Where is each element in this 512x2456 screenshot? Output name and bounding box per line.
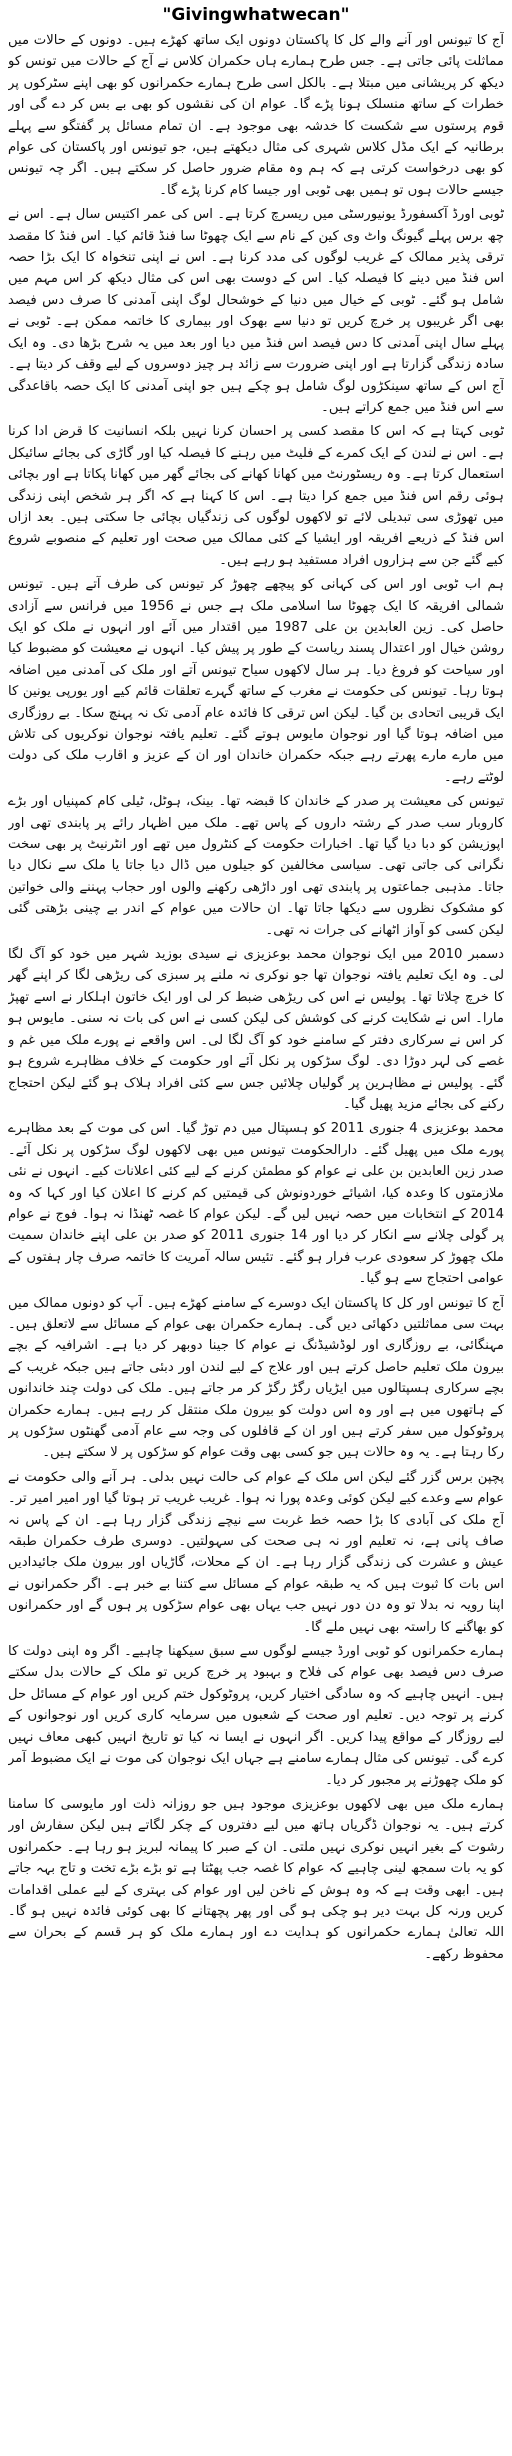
article-paragraph: محمد بوعزیزی 4 جنوری 2011 کو ہسپتال میں دم توڑ گیا۔ اس کی موت کے بعد مظاہرے پورے ملک میں پھیل گئے۔ دارالحکومت تیونس میں بھی لاکھوں لوگ سڑکوں پر نکل آئے۔ صدر زین العابدین بن علی نے عوام کو مطمئن کرنے کے لیے کئی اعلانات کیے۔ انہوں نے نئی ملازمتوں کا وعدہ کیا، اشیائے خوردونوش کی قیمتیں کم کرنے کا اعلان کیا اور کہا کہ وہ 2014 کے انتخابات میں حصہ نہیں لیں گے۔ لیکن عوام کا غصہ ٹھنڈا نہ ہوا۔ فوج نے عوام پر گولی چلانے سے انکار کر دیا اور 14 جنوری 2011 کو صدر بن علی اپنے خاندان سمیت ملک چھوڑ کر سعودی عرب فرار ہو گئے۔ تئیس سالہ آمریت کا خاتمہ صرف چار ہفتوں کے عوامی احتجاج سے ہو گیا۔ <box>8 1121 504 1287</box>
article-paragraph: آج کا تیونس اور آنے والے کل کا پاکستان دونوں ایک ساتھ کھڑے ہیں۔ دونوں کے حالات میں مماثلت پائی جاتی ہے۔ جس طرح ہمارے ہاں حکمران کلاس نے آج کے حالات میں تونس کو دیکھ کر پریشانی میں مبتلا ہے۔ بالکل اسی طرح ہمارے حکمرانوں کو بھی اپنے سٹرکوں پر خطرات کے ساتھ منسلک ہونا پڑے گا۔ عوام ان کی نقشوں کو بھی بے بس کر دے گی اور قوم پرستوں سے شکست کا خدشہ بھی موجود ہے۔ ان تمام مسائل پر گفتگو سے پہلے برطانیہ کے ایک مڈل کلاس شہری کی مثال دیکھتے ہیں، جو تیونس اور پاکستان کی عوام کو بھی درخواست کرتی ہے کہ ہم وہ مقام ضرور حاصل کر سکتے ہیں۔ اگر چہ تیونس جیسے حالات ہوں تو ہمیں بھی ٹوبی اور جیسا کام کرنا پڑے گا۔ <box>8 33 504 198</box>
article-paragraph: تیونس کی معیشت پر صدر کے خاندان کا قبضہ تھا۔ بینک، ہوٹل، ٹیلی کام کمپنیاں اور بڑے کاروبار سب صدر کے رشتہ داروں کے پاس تھے۔ ملک میں اظہار رائے پر پابندی تھی اور اپوزیشن کو دبا دیا گیا تھا۔ اخبارات حکومت کے کنٹرول میں تھے اور انٹرنیٹ پر بھی سخت نگرانی کی جاتی تھی۔ سیاسی مخالفین کو جیلوں میں ڈال دیا جاتا یا ملک سے نکال دیا جاتا۔ مذہبی جماعتوں پر پابندی تھی اور داڑھی رکھنے والوں اور حجاب پہننے والی خواتین کو مشکوک نظروں سے دیکھا جاتا تھا۔ ان حالات میں عوام کے اندر بے چینی بڑھتی گئی لیکن کسی کو آواز اٹھانے کی جرات نہ تھی۔ <box>8 794 504 938</box>
article-body <box>8 30 504 2452</box>
article-paragraph: ٹوبی اورڈ آکسفورڈ یونیورسٹی میں ریسرچ کرتا ہے۔ اس کی عمر اکتیس سال ہے۔ اس نے چھ برس پہلے گیونگ واٹ وی کین کے نام سے ایک چھوٹا سا فنڈ قائم کیا۔ اس فنڈ کا مقصد ترقی پذیر ممالک کے غریب لوگوں کی مدد کرنا ہے۔ اس نے اپنی تنخواہ کا ایک بڑا حصہ اس فنڈ میں دینے کا فیصلہ کیا۔ اس کے دوست بھی اس کی مثال دیکھ کر اس مہم میں شامل ہو گئے۔ ٹوبی کے خیال میں دنیا کے خوشحال لوگ اپنی آمدنی کا صرف دس فیصد بھی اگر غریبوں پر خرچ کریں تو دنیا سے بھوک اور بیماری کا خاتمہ ممکن ہے۔ ٹوبی نے پہلے سال اپنی آمدنی کا دس فیصد اس فنڈ میں دیا اور بعد میں یہ شرح بڑھا دی۔ وہ ایک سادہ زندگی گزارتا ہے اور اپنی ضرورت سے زائد ہر چیز دوسروں کے لیے وقف کر دیتا ہے۔ آج اس کے ساتھ سینکڑوں لوگ شامل ہو چکے ہیں جو اپنی آمدنی کا ایک حصہ باقاعدگی سے اس فنڈ میں جمع کراتے ہیں۔ <box>8 207 504 415</box>
article-paragraph: ٹوبی کہتا ہے کہ اس کا مقصد کسی پر احسان کرنا نہیں بلکہ انسانیت کا قرض ادا کرنا ہے۔ اس نے لندن کے ایک کمرے کے فلیٹ میں رہنے کا فیصلہ کیا اور گاڑی کی بجائے سائیکل استعمال کرتا ہے۔ وہ ریسٹورنٹ میں کھانا کھانے کی بجائے گھر میں کھانا پکاتا ہے اور بچائی ہوئی رقم اس فنڈ میں جمع کرا دیتا ہے۔ اس کا کہنا ہے کہ اگر ہر شخص اپنی زندگی میں تھوڑی سی تبدیلی لائے تو لاکھوں لوگوں کی زندگیاں بچائی جا سکتی ہیں۔ بعد ازاں اس فنڈ کے ذریعے افریقہ اور ایشیا کے کئی ممالک میں صحت اور تعلیم کے منصوبے شروع کیے گئے جن سے ہزاروں افراد مستفید ہو رہے ہیں۔ <box>8 424 504 568</box>
article-paragraph: دسمبر 2010 میں ایک نوجوان محمد بوعزیزی نے سیدی بوزید شہر میں خود کو آگ لگا لی۔ وہ ایک تعلیم یافتہ نوجوان تھا جو نوکری نہ ملنے پر سبزی کی ریڑھی لگا کر اپنے گھر کا خرچ چلاتا تھا۔ پولیس نے اس کی ریڑھی ضبط کر لی اور ایک خاتون اہلکار نے اسے تھپڑ مارا۔ اس نے شکایت کرنے کی کوشش کی لیکن کسی نے اس کی بات نہ سنی۔ مایوس ہو کر اس نے سرکاری دفتر کے سامنے خود کو آگ لگا لی۔ اس واقعے نے پورے ملک میں غم و غصے کی لہر دوڑا دی۔ لوگ سڑکوں پر نکل آئے اور حکومت کے خلاف مظاہرے شروع ہو گئے۔ پولیس نے مظاہرین پر گولیاں چلائیں جس سے کئی افراد ہلاک ہو گئے لیکن احتجاج رکنے کی بجائے مزید پھیل گیا۔ <box>8 947 504 1112</box>
page-title: "Givingwhatwecan" <box>162 5 350 25</box>
article-paragraph: ہم اب ٹوبی اور اس کی کہانی کو پیچھے چھوڑ کر تیونس کی طرف آتے ہیں۔ تیونس شمالی افریقہ کا ایک چھوٹا سا اسلامی ملک ہے جس نے 1956 میں فرانس سے آزادی حاصل کی۔ زین العابدین بن علی 1987 میں اقتدار میں آئے اور انہوں نے ملک کو ایک روشن خیال اور اعتدال پسند ریاست کے طور پر پیش کیا۔ انہوں نے معیشت کو مضبوط کیا اور سیاحت کو فروغ دیا۔ ہر سال لاکھوں سیاح تیونس آتے اور ملک کی آمدنی میں اضافہ ہوتا رہا۔ تیونس کی حکومت نے مغرب کے ساتھ گہرے تعلقات قائم کیے اور یورپی یونین کا ایک قریبی اتحادی بن گیا۔ لیکن اس ترقی کا فائدہ عام آدمی تک نہ پہنچ سکا۔ بے روزگاری میں اضافہ ہوتا گیا اور نوجوان مایوس ہوتے گئے۔ تعلیم یافتہ نوجوان نوکریوں کی تلاش میں مارے مارے پھرتے رہے جبکہ حکمران خاندان اور ان کے عزیز و اقارب ملک کی دولت لوٹتے رہے۔ <box>8 577 504 785</box>
article-paragraph: پچپن برس گزر گئے لیکن اس ملک کے عوام کی حالت نہیں بدلی۔ ہر آنے والی حکومت نے عوام سے وعدے کیے لیکن کوئی وعدہ پورا نہ ہوا۔ غریب غریب تر ہوتا گیا اور امیر امیر تر۔ آج ملک کی آبادی کا بڑا حصہ خط غربت سے نیچے زندگی گزار رہا ہے۔ ان کے پاس نہ صاف پانی ہے، نہ تعلیم اور نہ ہی صحت کی سہولتیں۔ دوسری طرف حکمران طبقہ عیش و عشرت کی زندگی گزار رہا ہے۔ ان کے محلات، گاڑیاں اور بیرون ملک جائیدادیں اس بات کا ثبوت ہیں کہ یہ طبقہ عوام کے مسائل سے کتنا بے خبر ہے۔ اگر حکمرانوں نے اپنا رویہ نہ بدلا تو وہ دن دور نہیں جب یہاں بھی عوام سڑکوں پر ہوں گے اور حکمرانوں کو بھاگنے کا راستہ بھی نہیں ملے گا۔ <box>8 1469 504 1635</box>
article-paragraph: ہمارے حکمرانوں کو ٹوبی اورڈ جیسے لوگوں سے سبق سیکھنا چاہیے۔ اگر وہ اپنی دولت کا صرف دس فیصد بھی عوام کی فلاح و بہبود پر خرچ کریں تو ملک کے حالات بدل سکتے ہیں۔ انہیں چاہیے کہ وہ سادگی اختیار کریں، پروٹوکول ختم کریں اور عوام کے مسائل حل کرنے پر توجہ دیں۔ تعلیم اور صحت کے شعبوں میں سرمایہ کاری کریں اور نوجوانوں کے لیے روزگار کے مواقع پیدا کریں۔ اگر انہوں نے ایسا نہ کیا تو تاریخ انہیں کبھی معاف نہیں کرے گی۔ تیونس کی مثال ہمارے سامنے ہے جہاں ایک نوجوان کی موت نے ایک مضبوط آمر کو ملک چھوڑنے پر مجبور کر دیا۔ <box>8 1644 504 1788</box>
article-paragraph: آج کا تیونس اور کل کا پاکستان ایک دوسرے کے سامنے کھڑے ہیں۔ آپ کو دونوں ممالک میں بہت سی مماثلتیں دکھائی دیں گی۔ ہمارے حکمران بھی عوام کے مسائل سے لاتعلق ہیں۔ مہنگائی، بے روزگاری اور لوڈشیڈنگ نے عوام کا جینا دوبھر کر دیا ہے۔ اشرافیہ کے بچے بیرون ملک تعلیم حاصل کرتے ہیں اور علاج کے لیے لندن اور دبئی جاتے ہیں جبکہ غریب کے بچے سرکاری ہسپتالوں میں ایڑیاں رگڑ رگڑ کر مر جاتے ہیں۔ ملک کی دولت چند خاندانوں کے ہاتھوں میں ہے اور وہ اس دولت کو بیرون ملک منتقل کر رہے ہیں۔ ہمارے حکمران پروٹوکول میں سفر کرتے ہیں اور ان کے قافلوں کی وجہ سے عام آدمی گھنٹوں سڑکوں پر رکا رہتا ہے۔ یہ وہ حالات ہیں جو کسی بھی وقت عوام کو سڑکوں پر لا سکتے ہیں۔ <box>8 1295 504 1461</box>
article-paragraph: ہمارے ملک میں بھی لاکھوں بوعزیزی موجود ہیں جو روزانہ ذلت اور مایوسی کا سامنا کرتے ہیں۔ یہ نوجوان ڈگریاں ہاتھ میں لیے دفتروں کے چکر لگاتے ہیں لیکن سفارش اور رشوت کے بغیر انہیں نوکری نہیں ملتی۔ ان کے صبر کا پیمانہ لبریز ہو رہا ہے۔ حکمرانوں کو یہ بات سمجھ لینی چاہیے کہ عوام کا غصہ جب پھٹتا ہے تو بڑے بڑے تخت و تاج بہہ جاتے ہیں۔ ابھی وقت ہے کہ وہ ہوش کے ناخن لیں اور عوام کی بہتری کے لیے عملی اقدامات کریں ورنہ کل بہت دیر ہو چکی ہو گی اور پھر پچھتانے کا بھی کوئی فائدہ نہیں ہو گا۔ اللہ تعالیٰ ہمارے حکمرانوں کو ہدایت دے اور ہمارے ملک کو ہر قسم کے بحران سے محفوظ رکھے۔ <box>8 1796 504 1962</box>
